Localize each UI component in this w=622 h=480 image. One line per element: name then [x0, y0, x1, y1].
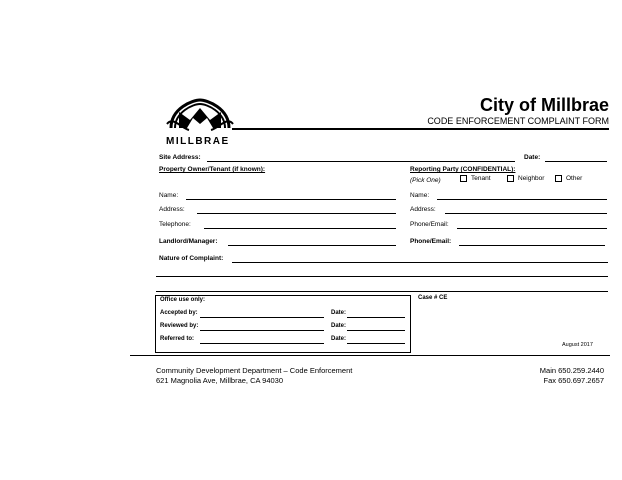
tenant-option[interactable]: Tenant [460, 175, 491, 182]
nature-label: Nature of Complaint: [159, 255, 224, 262]
landlord-label: Landlord/Manager: [159, 238, 218, 245]
owner-heading: Property Owner/Tenant (if known): [159, 166, 266, 173]
referred-date-label: Date: [331, 336, 347, 342]
logo-emblem-icon [167, 100, 233, 130]
footer-fax: Fax 650.697.2657 [543, 376, 604, 385]
referred-to-label: Referred to: [160, 336, 195, 342]
reviewed-by-label: Reviewed by: [160, 323, 199, 329]
case-number-label: Case # CE [418, 295, 448, 301]
nature-line-2[interactable] [156, 276, 608, 277]
nature-line-3[interactable] [156, 291, 608, 292]
accepted-by-field[interactable] [200, 317, 324, 318]
reporter-phone-email-field[interactable] [457, 228, 607, 229]
neighbor-checkbox[interactable] [507, 175, 514, 182]
reporter-name-field[interactable] [437, 199, 607, 200]
city-title: City of Millbrae [479, 95, 609, 115]
owner-address-field[interactable] [197, 213, 396, 214]
form-title: CODE ENFORCEMENT COMPLAINT FORM [427, 116, 609, 126]
other-checkbox[interactable] [555, 175, 562, 182]
office-use-heading: Office use only: [160, 297, 206, 303]
reporter-address-label: Address: [410, 206, 436, 213]
revision-date: August 2017 [562, 342, 593, 348]
reporting-heading: Reporting Party (CONFIDENTIAL): [410, 166, 516, 173]
reporter-phone-email-label-2: Phone/Email: [410, 238, 452, 245]
owner-name-field[interactable] [186, 199, 396, 200]
accepted-date-field[interactable] [347, 317, 405, 318]
owner-address-label: Address: [159, 206, 185, 213]
footer-department: Community Development Department – Code Enforcement [156, 366, 353, 375]
reporter-address-field[interactable] [445, 213, 607, 214]
footer-rule [130, 355, 610, 356]
date-label: Date: [524, 154, 541, 161]
reporter-name-label: Name: [410, 192, 430, 199]
reviewed-date-label: Date: [331, 323, 347, 329]
reviewed-by-field[interactable] [200, 330, 324, 331]
pick-one-label: (Pick One) [410, 177, 441, 184]
owner-name-label: Name: [159, 192, 179, 199]
reporter-phone-email-field-2[interactable] [459, 245, 605, 246]
header-rule [232, 128, 609, 130]
logo-text: MILLBRAE [166, 136, 230, 147]
accepted-date-label: Date: [331, 310, 347, 316]
date-field[interactable] [545, 161, 607, 162]
site-address-field[interactable] [207, 161, 515, 162]
referred-to-field[interactable] [200, 343, 324, 344]
landlord-field[interactable] [228, 245, 396, 246]
owner-telephone-label: Telephone: [159, 221, 191, 228]
footer-address: 621 Magnolia Ave, Millbrae, CA 94030 [156, 376, 284, 385]
accepted-by-label: Accepted by: [160, 310, 198, 316]
site-address-label: Site Address: [159, 154, 201, 161]
footer-main-phone: Main 650.259.2440 [539, 366, 604, 375]
referred-date-field[interactable] [347, 343, 405, 344]
other-option[interactable]: Other [555, 175, 582, 182]
reporter-phone-email-label: Phone/Email: [410, 221, 449, 228]
nature-line-1[interactable] [232, 262, 608, 263]
neighbor-option[interactable]: Neighbor [507, 175, 544, 182]
reviewed-date-field[interactable] [347, 330, 405, 331]
tenant-checkbox[interactable] [460, 175, 467, 182]
owner-telephone-field[interactable] [204, 228, 396, 229]
